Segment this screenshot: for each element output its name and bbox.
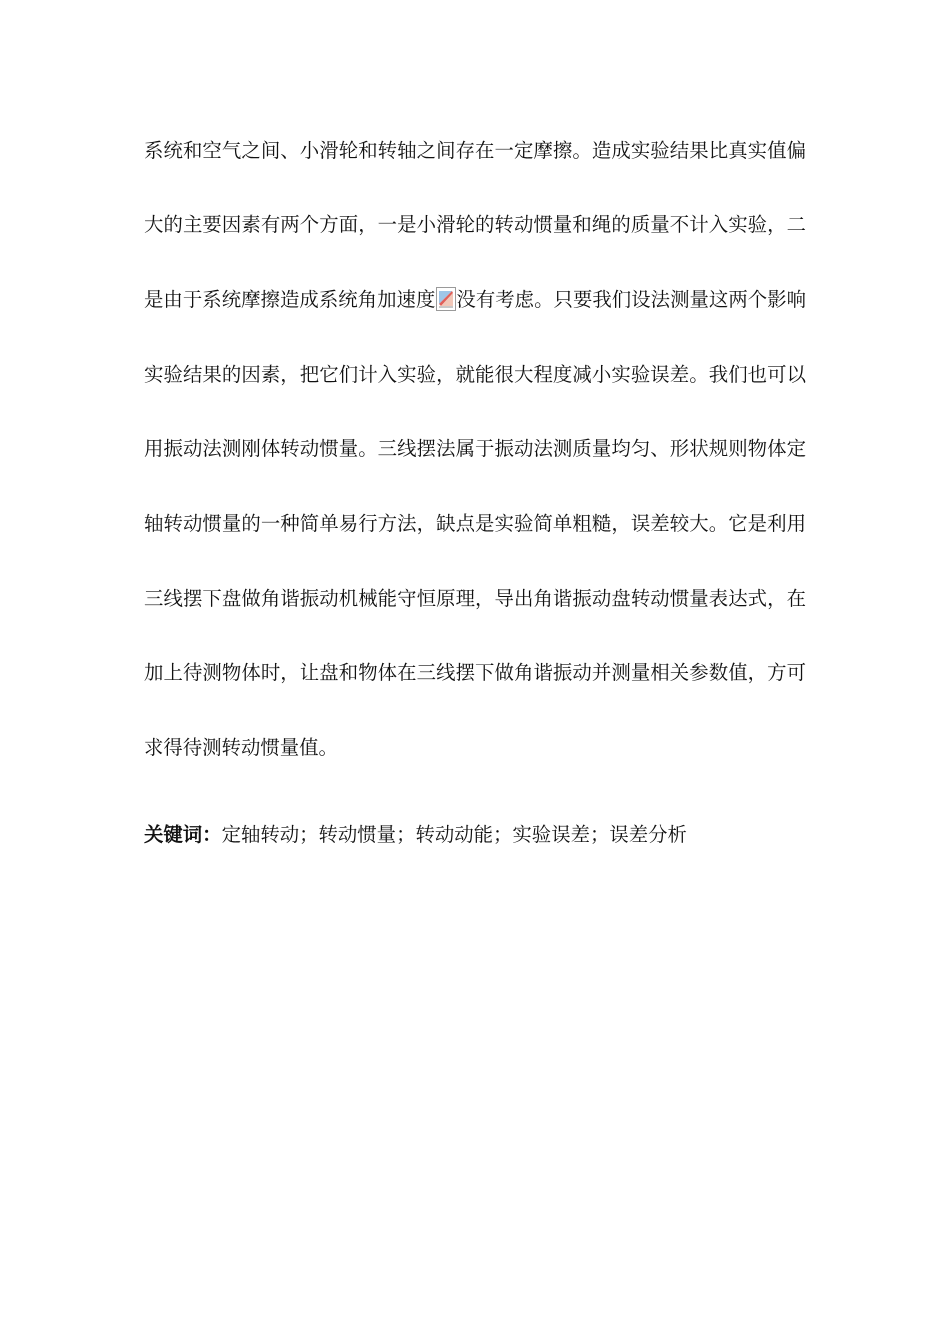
paragraph-line-3-start: 是由于系统摩擦造成系统角加速度 — [144, 288, 436, 311]
keywords-text: 定轴转动；转动惯量；转动动能；实验误差；误差分析 — [221, 823, 687, 846]
keywords-line — [144, 822, 806, 848]
paragraph-line-6: 轴转动惯量的一种简单易行方法，缺点是实验简单粗糙，误差较大。它是利用 — [144, 512, 806, 535]
paragraph-line-7: 三线摆下盘做角谐振动机械能守恒原理，导出角谐振动盘转动惯量表达式，在 — [144, 587, 806, 610]
paragraph-line-3 — [144, 287, 806, 313]
paragraph-line-2: 大的主要因素有两个方面，一是小滑轮的转动惯量和绳的质量不计入实验，二 — [144, 213, 806, 236]
paragraph-line-3-end: 没有考虑。只要我们设法测量这两个影响 — [456, 288, 806, 311]
paragraph-line-8: 加上待测物体时，让盘和物体在三线摆下做角谐振动并测量相关参数值，方可 — [144, 661, 806, 684]
broken-image-icon — [436, 287, 456, 311]
paragraph-line-9: 求得待测转动惯量值。 — [144, 736, 338, 759]
keywords-label: 关键词： — [144, 823, 222, 846]
paragraph-line-5: 用振动法测刚体转动惯量。三线摆法属于振动法测质量均匀、形状规则物体定 — [144, 437, 806, 460]
paragraph-line-1: 系统和空气之间、小滑轮和转轴之间存在一定摩擦。造成实验结果比真实值偏 — [144, 139, 806, 162]
paragraph-line-4: 实验结果的因素，把它们计入实验，就能很大程度减小实验误差。我们也可以 — [144, 363, 806, 386]
